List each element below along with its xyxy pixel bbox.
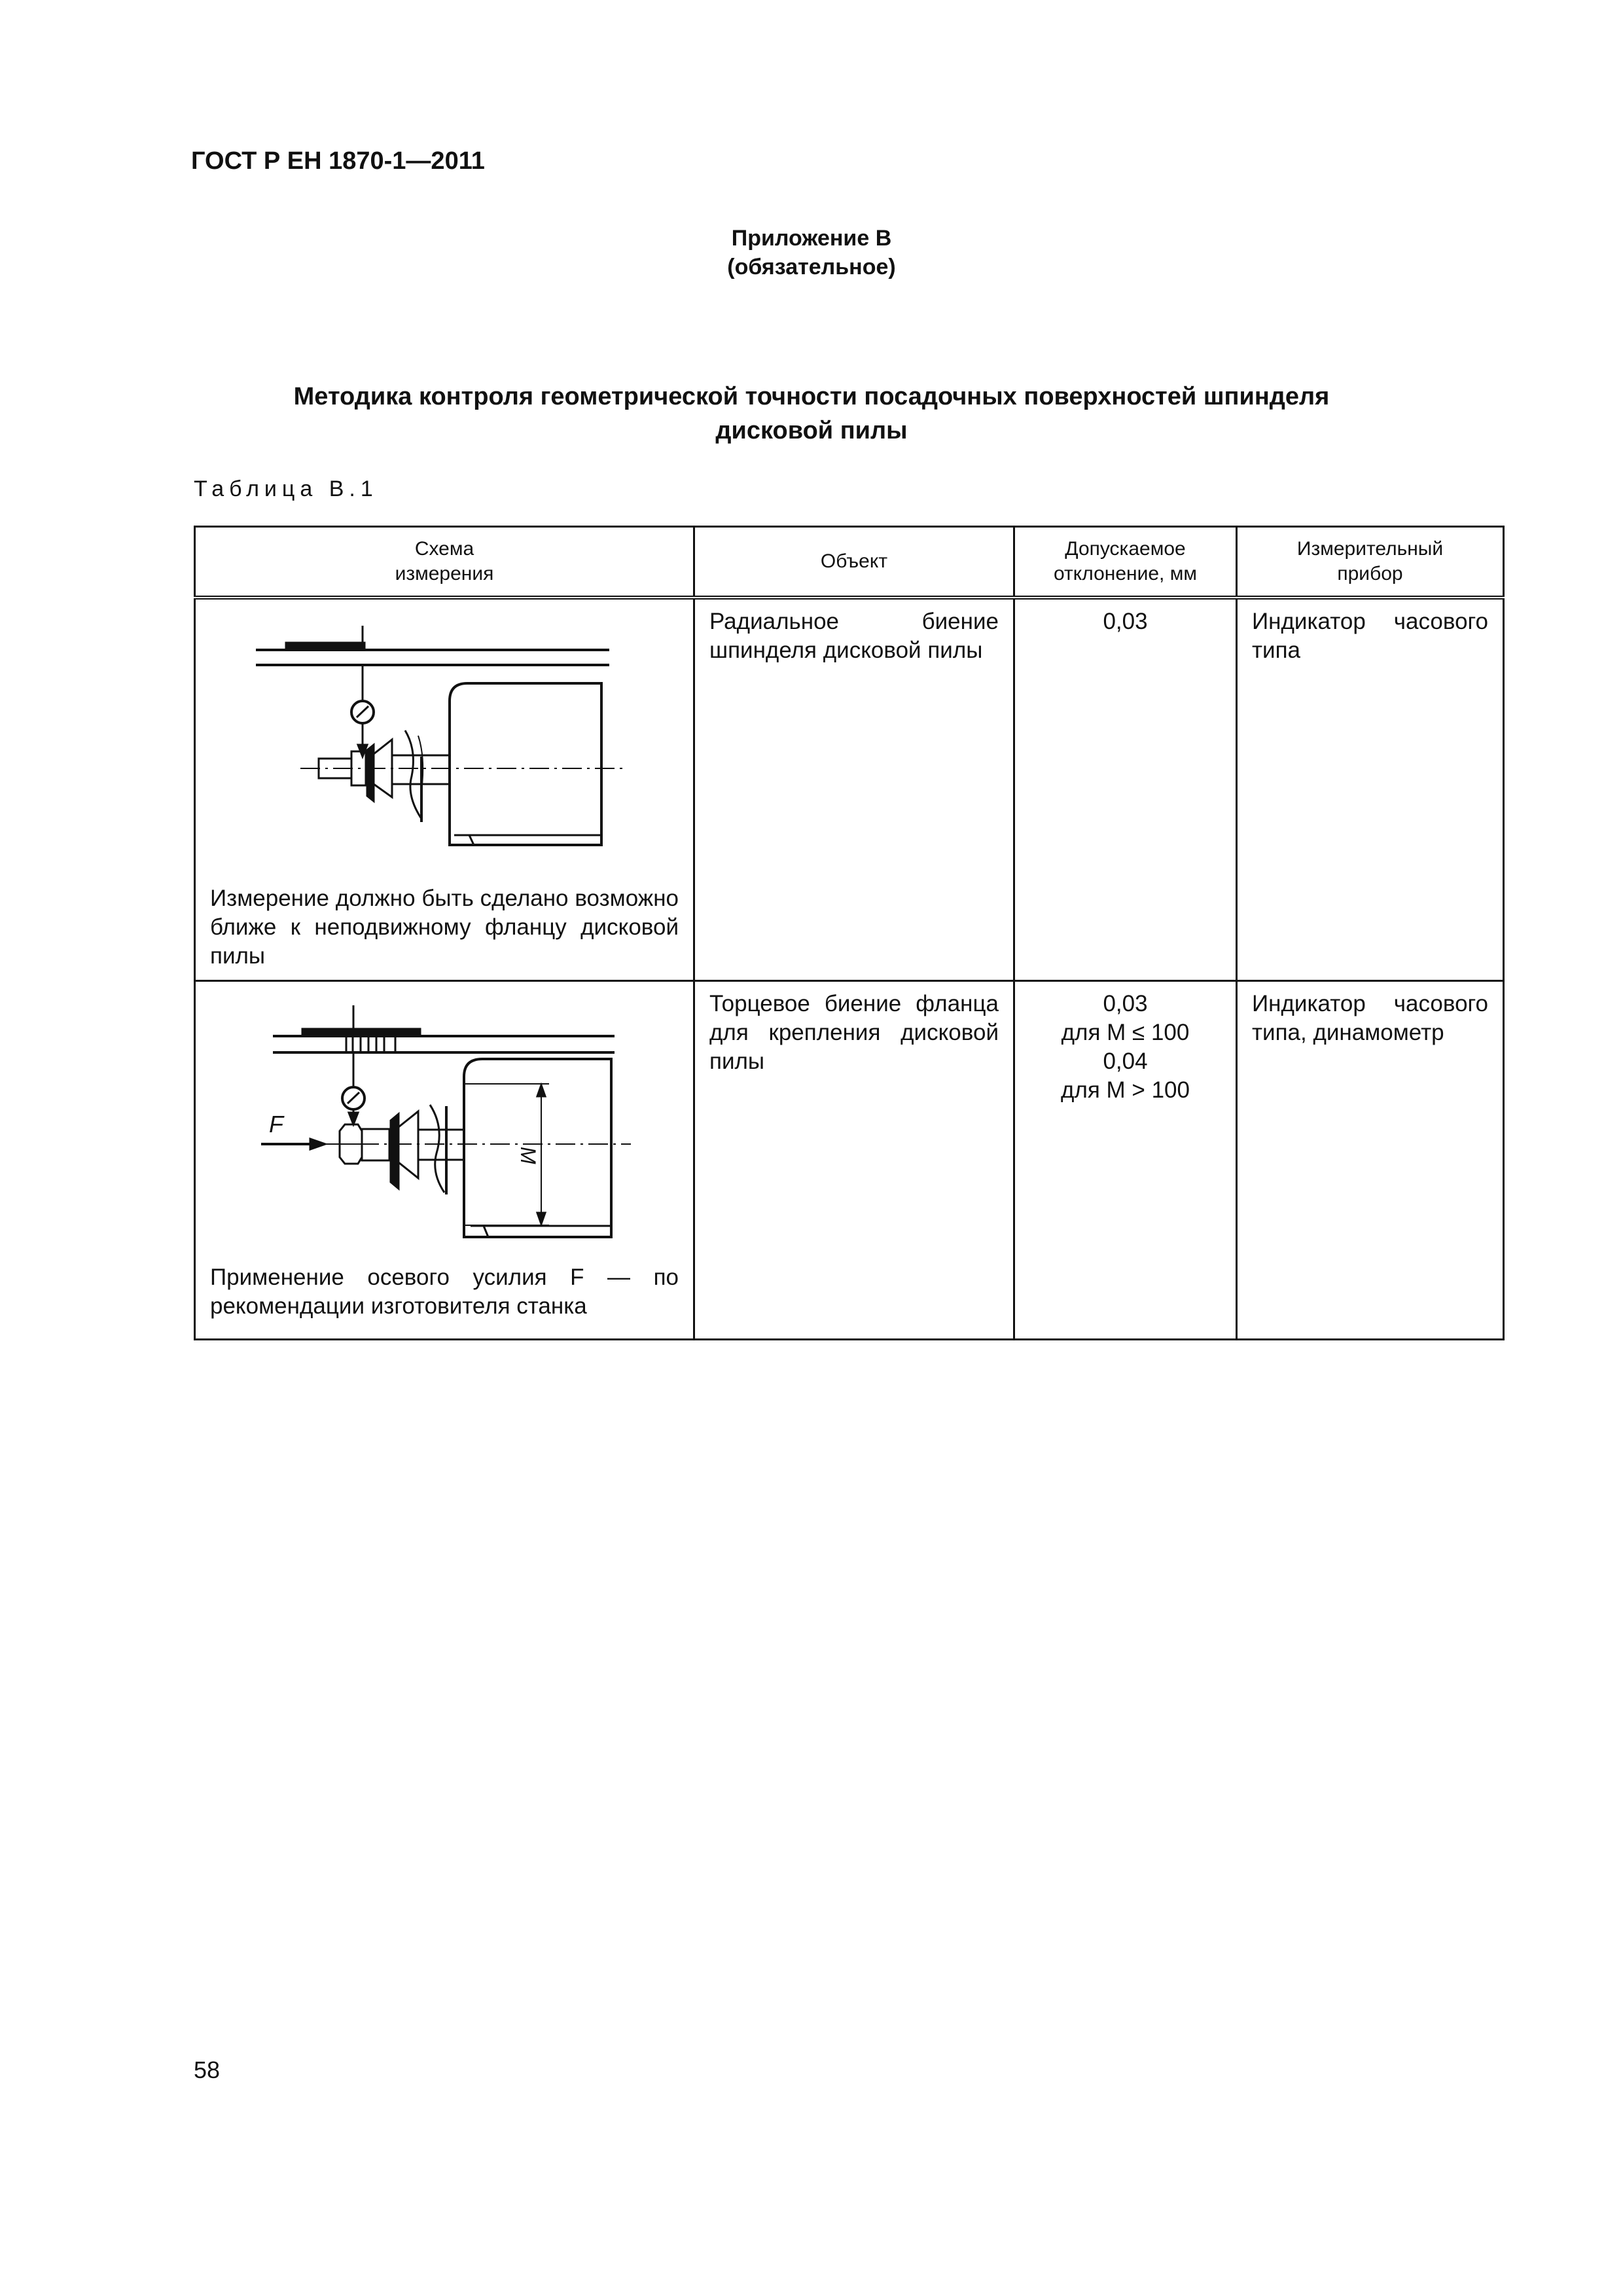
tolerance-value: 0,03 xyxy=(1103,609,1148,634)
table-header-row xyxy=(195,527,1504,598)
section-title-line2: дисковой пилы xyxy=(715,417,908,444)
object-text: Радиальное биение шпинделя дисковой пилы xyxy=(709,609,999,663)
dimension-label: M xyxy=(516,1146,540,1164)
section-title xyxy=(0,380,1623,448)
scheme-cell-radial xyxy=(195,598,694,980)
scheme-note-axial: Применение осевого усилия F — по рекомендации изготовителя станка xyxy=(210,1264,679,1319)
instrument-text: Индикатор часового типа xyxy=(1252,609,1488,663)
annex-title: Приложение В xyxy=(731,226,892,251)
page-number: 58 xyxy=(194,2056,221,2083)
tolerance-cond-2: для M > 100 xyxy=(1061,1077,1190,1103)
axial-runout-diagram xyxy=(196,982,691,1260)
force-label: F xyxy=(269,1110,283,1138)
tolerance-values xyxy=(1015,982,1236,1105)
scheme-note-radial: Измерение должно быть сделано возможно ближе к неподвижному фланцу дисковой пилы xyxy=(210,886,679,969)
annex-status: (обязательное) xyxy=(727,255,896,279)
object-cell-radial xyxy=(694,598,1014,980)
table-row xyxy=(195,598,1504,980)
tolerance-value-1: 0,03 xyxy=(1103,990,1148,1016)
annex-heading xyxy=(0,224,1623,281)
measurement-table xyxy=(194,526,1505,1340)
header-object: Объект xyxy=(694,527,1014,598)
section-title-line1: Методика контроля геометрической точности посадочных поверхностей шпинделя xyxy=(293,383,1330,410)
scheme-cell-axial xyxy=(195,980,694,1339)
header-scheme: Схема измерения xyxy=(195,527,694,598)
tolerance-value-2: 0,04 xyxy=(1103,1048,1148,1074)
tolerance-cond-1: для M ≤ 100 xyxy=(1061,1019,1190,1045)
header-tolerance: Допускаемое отклонение, мм xyxy=(1014,527,1237,598)
table-row xyxy=(195,980,1504,1339)
header-instrument: Измерительный прибор xyxy=(1237,527,1504,598)
tolerance-cell-radial xyxy=(1014,598,1237,980)
instrument-cell-axial xyxy=(1237,980,1504,1339)
instrument-cell-radial xyxy=(1237,598,1504,980)
object-text: Торцевое биение фланца для крепления дисковой пилы xyxy=(709,990,999,1074)
radial-runout-diagram xyxy=(196,600,691,881)
instrument-text: Индикатор часового типа, динамометр xyxy=(1252,990,1488,1045)
object-cell-axial xyxy=(694,980,1014,1339)
table-caption: Таблица В.1 xyxy=(194,476,378,501)
tolerance-cell-axial xyxy=(1014,980,1237,1339)
document-code: ГОСТ Р ЕН 1870-1—2011 xyxy=(191,147,485,175)
